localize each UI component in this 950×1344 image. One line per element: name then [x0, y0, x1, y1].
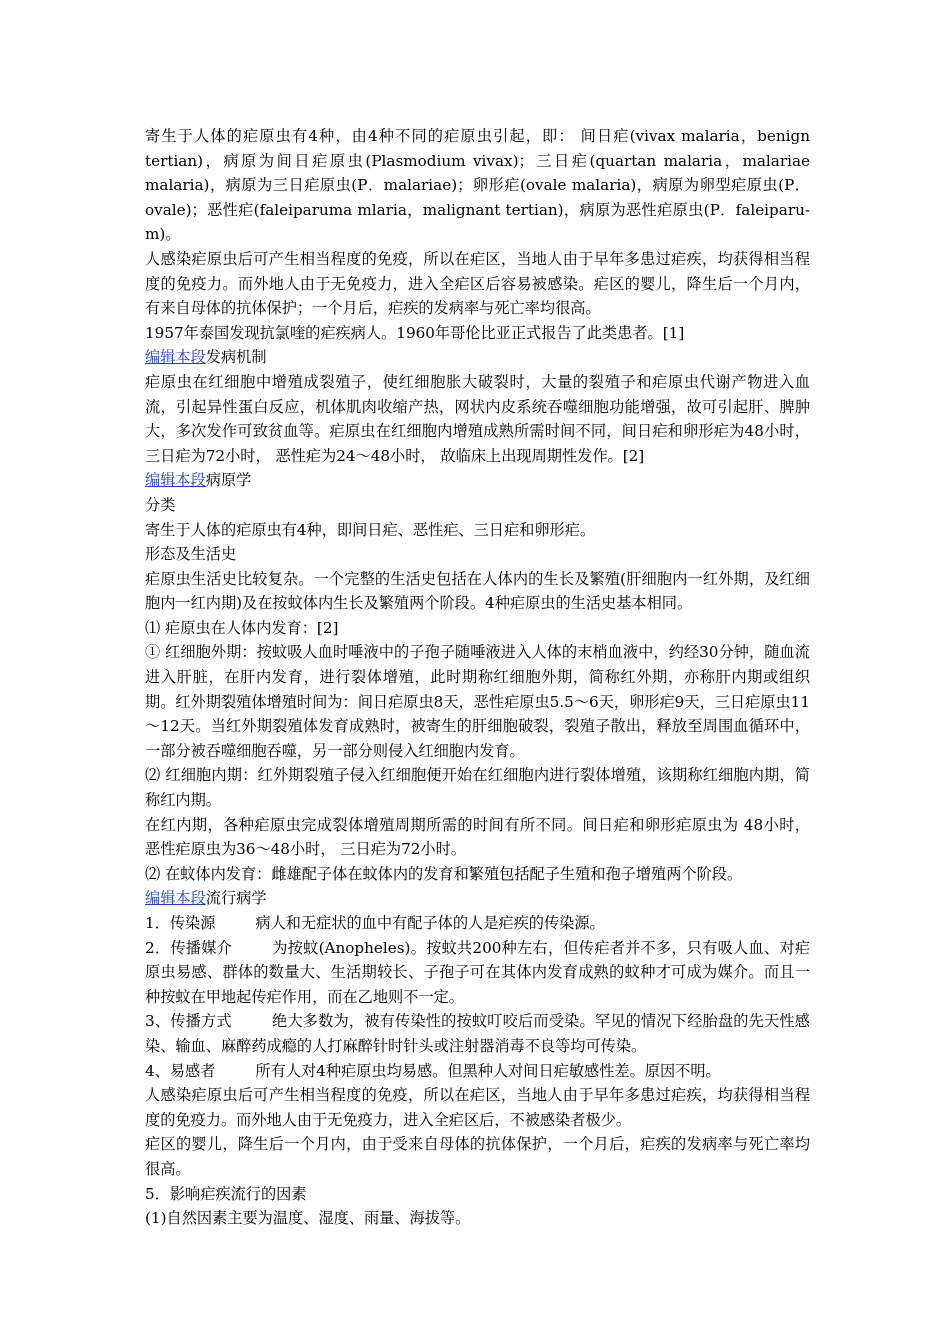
edit-section-link[interactable]: 编辑本段: [145, 471, 206, 490]
edit-section-link[interactable]: 编辑本段: [145, 348, 206, 367]
edit-section-link[interactable]: 编辑本段: [145, 889, 206, 908]
paragraph: 分类: [145, 495, 176, 514]
paragraph: 疟原虫生活史比较复杂。一个完整的生活史包括在人体内的生长及繁殖(肝细胞内一红外期，及红细胞内一红内期)及在按蚊体内生长及繁殖两个阶段。4种疟原虫的生活史基本相同。: [145, 569, 810, 613]
document-body: [145, 124, 810, 1231]
paragraph: [145, 1009, 810, 1058]
paragraph-text: 为按蚊(Anopheles)。按蚊共200种左右，但传疟者并不多，只有吸人血、对疟原虫易感、群体的数量大、生活期较长、子孢子可在其体内发育成熟的蚊种才可成为媒介。而且一种按蚊在甲地起传疟作用，而在乙地则不一定。: [145, 938, 810, 1006]
paragraph: [145, 936, 810, 1010]
paragraph: ① 红细胞外期：按蚊吸人血时唾液中的子孢子随唾液进入人体的末梢血液中，约经30分钟，随血流进入肝脏，在肝内发育，进行裂体增殖，此时期称红细胞外期，简称红外期，亦称肝内期或组织期。红外期裂殖体增殖时间为：间日疟原虫8天，恶性疟原虫5.5～6天，卵形疟9天，三日疟原虫11～12天。当红外期裂殖体发育成熟时，被寄生的肝细胞破裂，裂殖子散出，释放至周围血循环中，一部分被吞噬细胞吞噬，另一部分则侵入红细胞内发育。: [145, 643, 810, 760]
section-heading: [145, 345, 810, 370]
paragraph-heading: 2．传播媒介: [145, 938, 233, 957]
section-title: 流行病学: [205, 889, 267, 908]
paragraph: (1)自然因素主要为温度、湿度、雨量、海拔等。: [145, 1209, 471, 1228]
section-title: 病原学: [205, 471, 252, 490]
paragraph-heading: 3、传播方式: [145, 1012, 232, 1031]
paragraph: ⑴ 疟原虫在人体内发育：[2]: [145, 618, 339, 637]
paragraph-heading: 1．传染源: [145, 914, 216, 932]
paragraph: 疟原虫在红细胞中增殖成裂殖子，使红细胞胀大破裂时，大量的裂殖子和疟原虫代谢产物进入血流，引起异性蛋白反应，机体肌肉收缩产热，网状内皮系统吞噬细胞功能增强，故可引起肝、脾肿大，多次发作可致贫血等。疟原虫在红细胞内增殖成熟所需时间不同，间日疟和卵形疟为48小时， 三日疟为72小时， 恶性疟为24～48小时， 故临床上出现周期性发作。[2]: [145, 372, 810, 465]
paragraph-text: 所有人对4种疟原虫均易感。但黑种人对间日疟敏感性差。原因不明。: [255, 1061, 721, 1080]
paragraph: ⑵ 红细胞内期：红外期裂殖子侵入红细胞便开始在红细胞内进行裂体增殖，该期称红细胞内期，简称红内期。: [145, 766, 810, 810]
paragraph-text: 绝大多数为，被有传染性的按蚊叮咬后而受染。罕见的情况下经胎盘的先天性感染、输血、麻醉药成瘾的人打麻醉针时针头或注射器消毒不良等均可传染。: [145, 1012, 810, 1055]
paragraph: [145, 911, 810, 936]
paragraph-text: 病人和无症状的血中有配子体的人是疟疾的传染源。: [255, 914, 605, 932]
section-heading: [145, 886, 810, 911]
paragraph: 寄生于人体的疟原虫有4种，即间日疟、恶性疟、三日疟和卵形疟。: [145, 520, 596, 539]
section-title: 发病机制: [205, 348, 267, 367]
section-heading: [145, 468, 810, 493]
paragraph: 寄生于人体的疟原虫有4种，由4种不同的疟原虫引起，即： 间日疟(vivax malaria，benign tertian)，病原为间日疟原虫(Plasmodium vivax)；三日疟(quartan malaria，malariae malaria)，病原为三日疟原虫(P．malariae)；卵形疟(ovale malaria)，病原为卵型疟原虫(P．ovale)；恶性疟(faleiparuma mlaria，malignant tertian)，病原为恶性疟原虫(P．faleiparu-m)。: [145, 127, 810, 244]
paragraph: 5．影响疟疾流行的因素: [145, 1184, 307, 1203]
paragraph: 人感染疟原虫后可产生相当程度的免疫，所以在疟区，当地人由于早年多患过疟疾，均获得相当程度的免疫力。而外地人由于无免疫力，进入全疟区后，不被感染者极少。: [145, 1086, 810, 1129]
paragraph: [145, 1059, 810, 1084]
paragraph: 形态及生活史: [145, 545, 237, 564]
paragraph: 1957年泰国发现抗氯喹的疟疾病人。1960年哥伦比亚正式报告了此类患者。[1]: [145, 323, 685, 342]
paragraph: ⑵ 在蚊体内发育：雌雄配子体在蚊体内的发育和繁殖包括配子生殖和孢子增殖两个阶段。: [145, 864, 743, 883]
paragraph: 在红内期，各种疟原虫完成裂体增殖周期所需的时间有所不同。间日疟和卵形疟原虫为 48小时， 恶性疟原虫为36～48小时， 三日疟为72小时。: [145, 815, 810, 859]
paragraph-heading: 4、易感者: [145, 1061, 216, 1080]
paragraph: 疟区的婴儿，降生后一个月内，由于受来自母体的抗体保护，一个月后，疟疾的发病率与死亡率均很高。: [145, 1135, 810, 1178]
paragraph: 人感染疟原虫后可产生相当程度的免疫，所以在疟区，当地人由于早年多患过疟疾，均获得相当程度的免疫力。而外地人由于无免疫力，进入全疟区后容易被感染。疟区的婴儿，降生后一个月内，有来自母体的抗体保护；一个月后，疟疾的发病率与死亡率均很高。: [145, 249, 810, 318]
